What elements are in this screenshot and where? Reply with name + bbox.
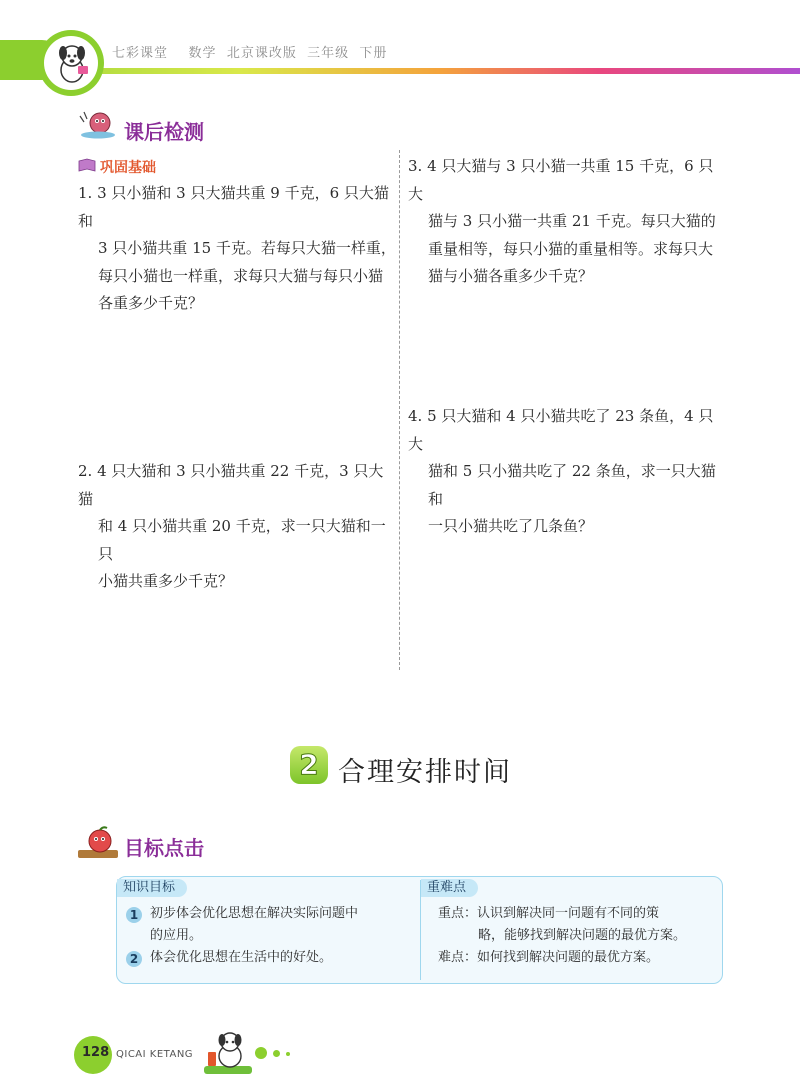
knowledge-goal-tag: 知识目标 <box>117 879 187 897</box>
column-divider <box>399 150 400 670</box>
question-line: 各重多少千克？ <box>98 294 204 312</box>
question-line: 4 只大猫和 3 只小猫共重 22 千克，3 只大猫 <box>78 462 384 508</box>
question-line: 猫与小猫各重多少千克？ <box>428 267 594 285</box>
question-4 <box>408 403 726 541</box>
question-line: 每只小猫也一样重，求每只大猫与每只小猫 <box>98 266 384 285</box>
question-line: 重量相等，每只小猫的重量相等。求每只大 <box>428 239 714 258</box>
question-line: 4 只大猫与 3 只小猫一共重 15 千克，6 只大 <box>408 157 714 203</box>
dog-footer-icon <box>204 1030 254 1076</box>
question-line: 3 只小猫和 3 只大猫共重 9 千克，6 只大猫和 <box>78 184 389 230</box>
header-volume: 下册 <box>359 46 388 61</box>
question-line: 猫与 3 只小猫一共重 21 千克。每只大猫的 <box>428 212 716 230</box>
footer-brand: QICAI KETANG <box>116 1049 194 1060</box>
header-subject: 数学 <box>188 46 217 61</box>
header-title <box>112 42 387 61</box>
key-points-tag: 重难点 <box>421 879 478 897</box>
question-line: 一只小猫共吃了几条鱼？ <box>428 517 594 535</box>
goal-bullet-2: 2 <box>126 951 142 967</box>
apple-mascot-icon <box>76 826 120 860</box>
question-number: 1. <box>78 184 93 202</box>
chapter-number-badge: 2 <box>290 746 328 784</box>
header-series: 七彩课堂 <box>112 46 169 61</box>
goal-bullet-1: 1 <box>126 907 142 923</box>
question-3 <box>408 153 726 291</box>
snail-mascot-icon <box>78 108 120 140</box>
question-number: 3. <box>408 157 423 175</box>
page-number: 128 <box>82 1045 110 1060</box>
header-grade: 三年级 <box>307 46 350 61</box>
key-line: 略，能够找到解决问题的最优方案。 <box>478 928 687 943</box>
question-number: 4. <box>408 407 423 425</box>
goals-title: 目标点击 <box>124 836 204 860</box>
key-line: 难点：如何找到解决问题的最优方案。 <box>438 950 660 965</box>
book-icon <box>78 158 96 172</box>
chapter-title: 合理安排时间 <box>338 757 512 788</box>
knowledge-item-1 <box>150 903 415 947</box>
key-points <box>438 903 718 969</box>
knowledge-line: 初步体会优化思想在解决实际问题中 <box>150 906 359 921</box>
dog-mascot-icon <box>48 40 96 88</box>
footer-dot <box>255 1047 267 1059</box>
question-2 <box>78 458 396 596</box>
question-number: 2. <box>78 462 93 480</box>
after-class-title: 课后检测 <box>124 120 204 144</box>
knowledge-item-2 <box>150 947 415 969</box>
question-line: 猫和 5 只小猫共吃了 22 条鱼，求一只大猫和 <box>428 462 716 508</box>
question-line: 3 只小猫共重 15 千克。若每只大猫一样重， <box>98 239 396 257</box>
key-line: 重点：认识到解决同一问题有不同的策 <box>438 906 660 921</box>
question-1 <box>78 180 396 318</box>
knowledge-line: 的应用。 <box>150 928 203 943</box>
question-line: 小猫共重多少千克？ <box>98 572 234 590</box>
question-line: 5 只大猫和 4 只小猫共吃了 23 条鱼，4 只大 <box>408 407 714 453</box>
question-line: 和 4 只小猫共重 20 千克，求一只大猫和一只 <box>98 517 386 563</box>
footer-dot <box>273 1050 280 1057</box>
footer-dot <box>286 1052 290 1056</box>
header-edition: 北京课改版 <box>226 46 297 61</box>
header-color-band <box>0 68 800 74</box>
subsection-title: 巩固基础 <box>100 160 156 176</box>
knowledge-line: 体会优化思想在生活中的好处。 <box>150 950 333 965</box>
